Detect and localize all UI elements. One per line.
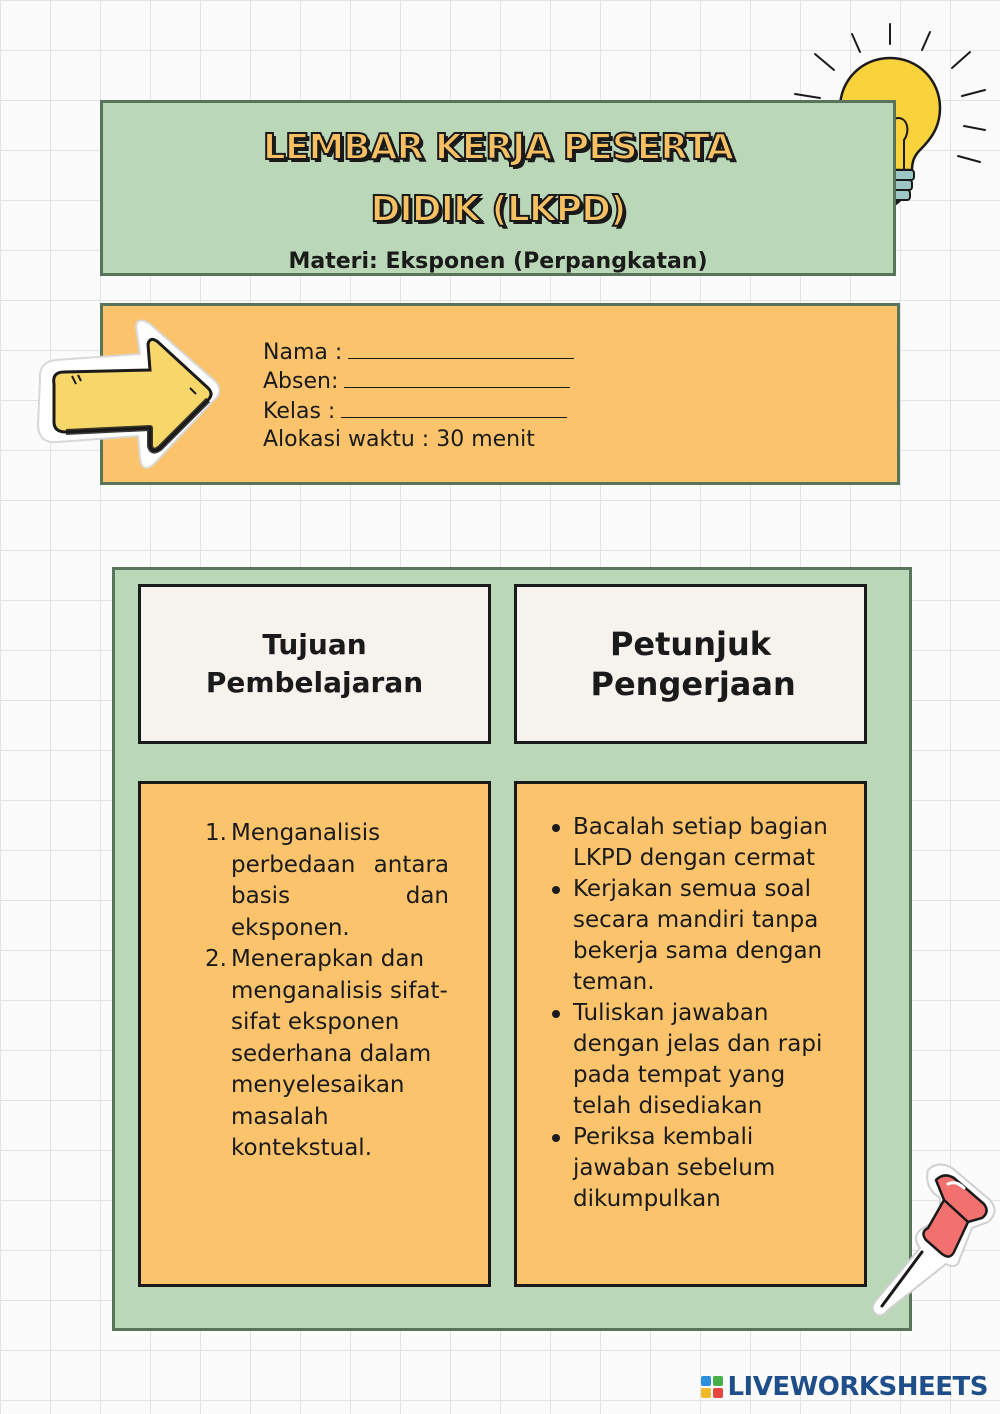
absen-label: Absen: [263,369,339,394]
instructions-heading-card [514,584,867,744]
arrow-sticker-icon [30,318,220,478]
list-item: 1. Menganalisis perbedaan antara basis dan eksponen. [205,820,449,941]
bullet-icon [547,998,573,1122]
alokasi-text: Alokasi waktu : 30 menit [263,427,535,452]
kelas-label: Kelas : [263,399,336,424]
list-item: Tuliskan jawaban dengan jelas dan rapi pada tempat yang telah disediakan [547,998,847,1122]
absen-blank [344,367,570,388]
main-panel [112,567,912,1331]
objectives-list [205,818,449,1165]
liveworksheets-logo [701,1372,988,1402]
list-item: Bacalah setiap bagian LKPD dengan cermat [547,812,847,874]
page-title-line-2: DIDIK (LKPD) [370,189,626,230]
logo-text: LIVEWORKSHEETS [727,1372,988,1402]
kelas-line [263,397,567,424]
page-title-line-1: LEMBAR KERJA PESERTA [262,127,734,168]
name-line [263,338,574,365]
list-item: Periksa kembali jawaban sebelum dikumpulkan [547,1122,847,1215]
logo-mark-icon [701,1376,723,1398]
kelas-blank [341,397,567,418]
identity-panel [100,303,900,485]
subtitle: Materi: Eksponen (Perpangkatan) [288,249,708,274]
instructions-heading: Petunjuk Pengerjaan [590,625,796,703]
bullet-icon [547,874,573,998]
absen-line [263,367,570,394]
objectives-heading-card [138,584,491,744]
name-label: Nama : [263,340,343,365]
list-item: Kerjakan semua soal secara mandiri tanpa bekerja sama dengan teman. [547,874,847,998]
objectives-heading: Tujuan Pembelajaran [205,628,424,699]
name-blank [348,338,574,359]
bullet-icon [547,1122,573,1215]
pushpin-icon [868,1160,1000,1330]
instructions-list [547,812,847,1215]
instructions-card [514,781,867,1287]
list-item: 2. Menerapkan dan menganalisis sifat-sifat eksponen sederhana dalam menyelesaikan masalah kontekstual. [205,946,448,1161]
header-panel [100,100,896,276]
bullet-icon [547,812,573,874]
objectives-card [138,781,491,1287]
